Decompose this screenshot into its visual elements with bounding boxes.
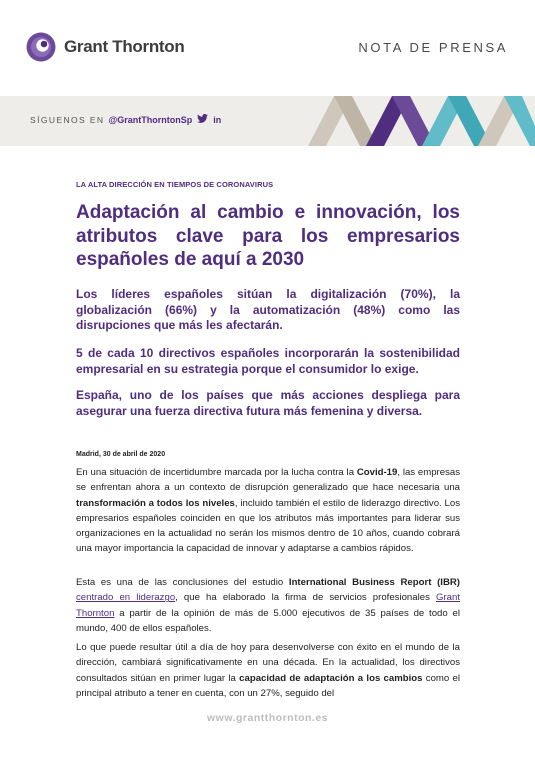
footer-url-link[interactable]: www.grantthornton.es — [206, 712, 329, 724]
text-run: En una situación de incertidumbre marcada por la lucha contra la — [76, 467, 357, 478]
text-run: Esta es una de las conclusiones del estudio — [76, 577, 289, 588]
body-paragraph-2 — [76, 575, 460, 636]
text-run: , las empresas se enfrentan ahora a un contexto de disrupción generalizado que hace necesaria una — [76, 467, 460, 494]
brand-logo[interactable] — [26, 32, 184, 62]
text-run: a partir de la opinión de más de 5.000 ejecutivos de 35 países de todo el mundo, 400 de ellos españoles. — [76, 607, 460, 634]
bold-run: Covid-19 — [356, 467, 398, 478]
highlight-1: Los líderes españoles sitúan la digitalización (70%), la globalización (66%) y la automatización (48%) como las disrupciones que más les afectarán. — [76, 287, 460, 332]
body-paragraph-1 — [76, 465, 460, 557]
brand-name: Grant Thornton — [64, 37, 185, 56]
twitter-handle-link[interactable]: @GrantThorntonSp — [108, 114, 193, 125]
dateline: Madrid, 30 de abril de 2020 — [76, 451, 166, 458]
headline: Adaptación al cambio e innovación, los atributos clave para los empresarios españoles de aquí a 2030 — [76, 202, 460, 270]
linkedin-icon[interactable]: in — [213, 114, 222, 125]
highlight-2: 5 de cada 10 directivos españoles incorporarán la sostenibilidad empresarial en su estrategia porque el consumidor lo exige. — [76, 346, 460, 376]
decorative-chain-pattern — [300, 96, 535, 146]
section-eyebrow: LA ALTA DIRECCIÓN EN TIEMPOS DE CORONAVIRUS — [76, 180, 274, 189]
highlight-3: España, uno de los países que más acciones despliega para asegurar una fuerza directiva futura más femenina y diversa. — [76, 388, 460, 418]
document-type-label: NOTA DE PRENSA — [358, 40, 508, 55]
social-follow — [30, 114, 221, 125]
text-run: como el principal atributo a tener en cuenta, con un 27%, seguido del — [76, 672, 460, 699]
bold-run: transformación a todos los niveles — [76, 497, 235, 509]
twitter-icon[interactable] — [197, 114, 208, 125]
text-run: Lo que puede resultar útil a día de hoy para desenvolverse con éxito en el mundo de la dirección, cambiará significativamente en una década. En la actualidad, los directivos consultados sitúan en primer lugar la — [76, 642, 460, 684]
grant-thornton-logo-icon — [26, 32, 56, 62]
ibr-leadership-link[interactable]: centrado en liderazgo — [76, 592, 176, 604]
bold-run: International Business Report (IBR) — [288, 577, 460, 588]
text-run: , incluido también el estilo de liderazgo directivo. Los empresarios españoles coinciden en que los atributos más importantes para liderar sus organizaciones en la actualidad no serán los mismos dentro de 10 años, cuando cobrará una mayor importancia la capacidad de innovar y adaptarse a cambios rápidos. — [76, 497, 460, 555]
grant-thornton-link[interactable]: Grant Thornton — [76, 592, 460, 619]
text-run: , que ha elaborado la firma de servicios profesionales — [175, 592, 436, 604]
bold-run: capacidad de adaptación a los cambios — [239, 672, 423, 684]
body-paragraph-3 — [76, 640, 460, 701]
follow-label: SÍGUENOS EN — [30, 114, 105, 125]
